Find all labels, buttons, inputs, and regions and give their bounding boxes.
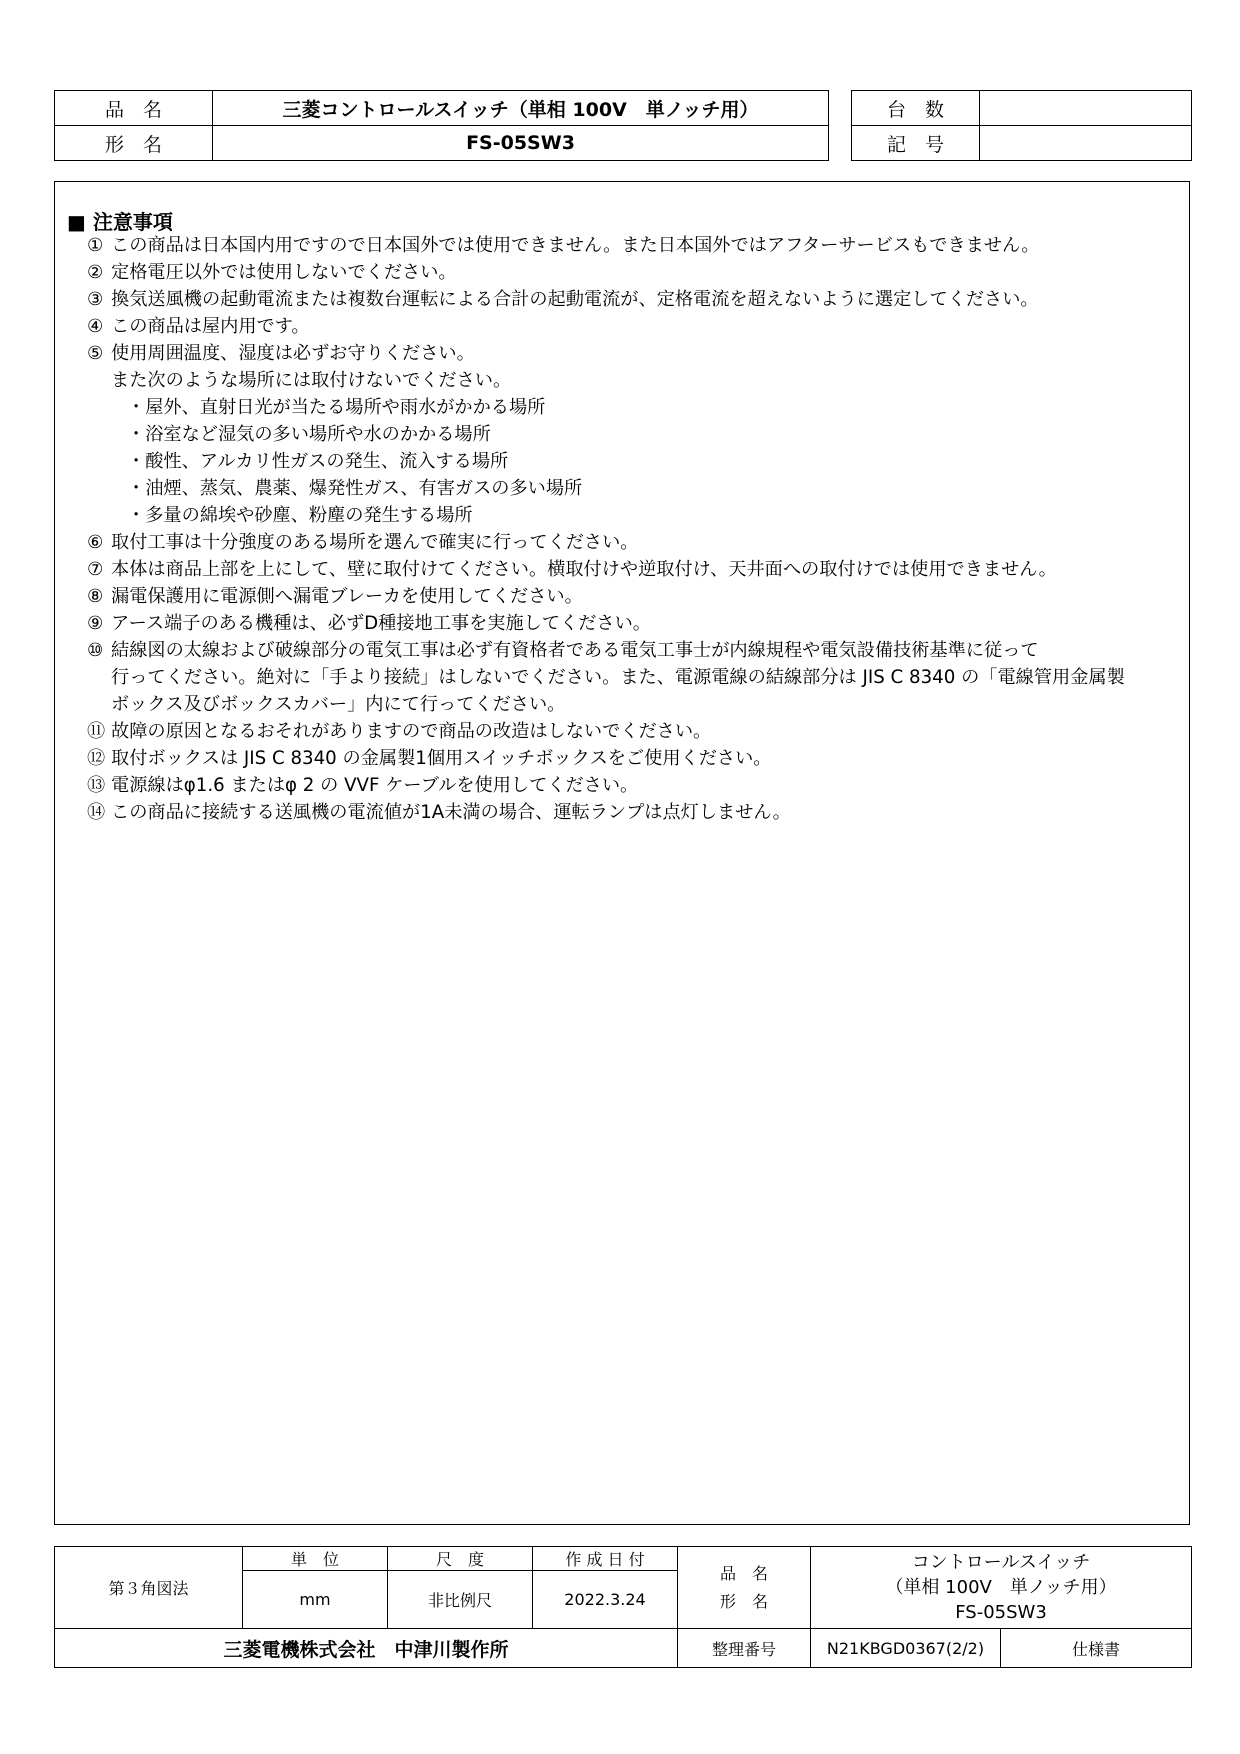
model-label: 形 名 <box>55 126 213 161</box>
note-item-4: ④ この商品は屋内用です。 <box>87 316 310 337</box>
note-item-7: ⑦ 本体は商品上部を上にして、壁に取付けてください。横取付けや逆取付け、天井面への取付けでは使用できません。 <box>87 559 1057 580</box>
date-label: 作 成 日 付 <box>533 1547 678 1571</box>
note-item-5-sub-3: ・酸性、アルカリ性ガスの発生、流入する場所 <box>127 451 509 472</box>
note-item-8: ⑧ 漏電保護用に電源側へ漏電ブレーカを使用してください。 <box>87 586 583 607</box>
note-item-5: ⑤ 使用周囲温度、湿度は必ずお守りください。 <box>87 343 475 364</box>
quantity-header-table <box>851 90 1192 161</box>
quantity-label: 台 数 <box>852 91 980 126</box>
note-item-3: ③ 換気送風機の起動電流または複数台運転による合計の起動電流が、定格電流を超えないように選定してください。 <box>87 289 1039 310</box>
projection-method: 第３角図法 <box>55 1547 243 1629</box>
note-item-14: ⑭ この商品に接続する送風機の電流値が1A未満の場合、運転ランプは点灯しません。 <box>87 802 791 823</box>
company-name: 三菱電機株式会社 中津川製作所 <box>55 1629 678 1668</box>
footer-title-line-3: FS-05SW3 <box>955 1602 1047 1623</box>
note-item-5-sub-1: ・屋外、直射日光が当たる場所や雨水がかかる場所 <box>127 397 546 418</box>
product-header-table <box>54 90 829 161</box>
document-type: 仕様書 <box>1001 1629 1192 1668</box>
date-value: 2022.3.24 <box>533 1571 678 1629</box>
reference-number-value: N21KBGD0367(2/2) <box>811 1629 1001 1668</box>
note-item-12: ⑫ 取付ボックスは JIS C 8340 の金属製1個用スイッチボックスをご使用ください。 <box>87 748 772 769</box>
scale-value: 非比例尺 <box>388 1571 533 1629</box>
precautions-box <box>54 181 1190 1525</box>
symbol-label: 記 号 <box>852 126 980 161</box>
footer-model-label: 形 名 <box>719 1591 768 1611</box>
note-item-5-intro: また次のような場所には取付けないでください。 <box>111 370 512 391</box>
precautions-list <box>87 232 1182 826</box>
note-item-5-sub-2: ・浴室など湿気の多い場所や水のかかる場所 <box>127 424 491 445</box>
note-item-13: ⑬ 電源線はφ1.6 またはφ 2 の VVF ケーブルを使用してください。 <box>87 775 639 796</box>
unit-label: 単 位 <box>243 1547 388 1571</box>
footer-title-line-1: コントロールスイッチ <box>911 1552 1091 1573</box>
name-model-labels <box>678 1547 811 1629</box>
note-item-11: ⑪ 故障の原因となるおそれがありますので商品の改造はしないでください。 <box>87 721 712 742</box>
reference-number-label: 整理番号 <box>678 1629 811 1668</box>
note-item-10: ⑩ 結線図の太線および破線部分の電気工事は必ず有資格者である電気工事士が内線規程や電気設備技術基準に従って 行ってください。絶対に「手より接続」はしないでください。また、電源電線の結線部分は JIS C 8340 の「電線管用金属製 ボックス及びボックスカバー」内にて行ってください。 <box>87 637 1182 718</box>
unit-value: mm <box>243 1571 388 1629</box>
note-item-10-line-3: ボックス及びボックスカバー」内にて行ってください。 <box>111 694 566 715</box>
footer-name-label: 品 名 <box>719 1563 768 1583</box>
precautions-title: ■ 注意事項 <box>67 210 173 234</box>
note-item-5-sub-5: ・多量の綿埃や砂塵、粉塵の発生する場所 <box>127 505 473 526</box>
footer-product-title <box>811 1547 1192 1629</box>
model-value: FS-05SW3 <box>213 126 829 161</box>
title-block-table <box>54 1546 1192 1668</box>
footer-title-line-2: （単相 100V 単ノッチ用） <box>885 1577 1117 1598</box>
note-item-2: ② 定格電圧以外では使用しないでください。 <box>87 262 457 283</box>
note-item-10-line-2: 行ってください。絶対に「手より接続」はしないでください。また、電源電線の結線部分は JIS C 8340 の「電線管用金属製 <box>111 667 1125 688</box>
note-item-1: ① この商品は日本国内用ですので日本国外では使用できません。また日本国外ではアフターサービスもできません。 <box>87 235 1040 256</box>
note-item-9: ⑨ アース端子のある機種は、必ずD種接地工事を実施してください。 <box>87 613 651 634</box>
note-item-6: ⑥ 取付工事は十分強度のある場所を選んで確実に行ってください。 <box>87 532 639 553</box>
note-item-5-sub-4: ・油煙、蒸気、農薬、爆発性ガス、有害ガスの多い場所 <box>127 478 583 499</box>
symbol-value <box>980 126 1192 161</box>
product-name-label: 品 名 <box>55 91 213 126</box>
product-name-value: 三菱コントロールスイッチ（単相 100V 単ノッチ用） <box>213 91 829 126</box>
quantity-value <box>980 91 1192 126</box>
scale-label: 尺 度 <box>388 1547 533 1571</box>
